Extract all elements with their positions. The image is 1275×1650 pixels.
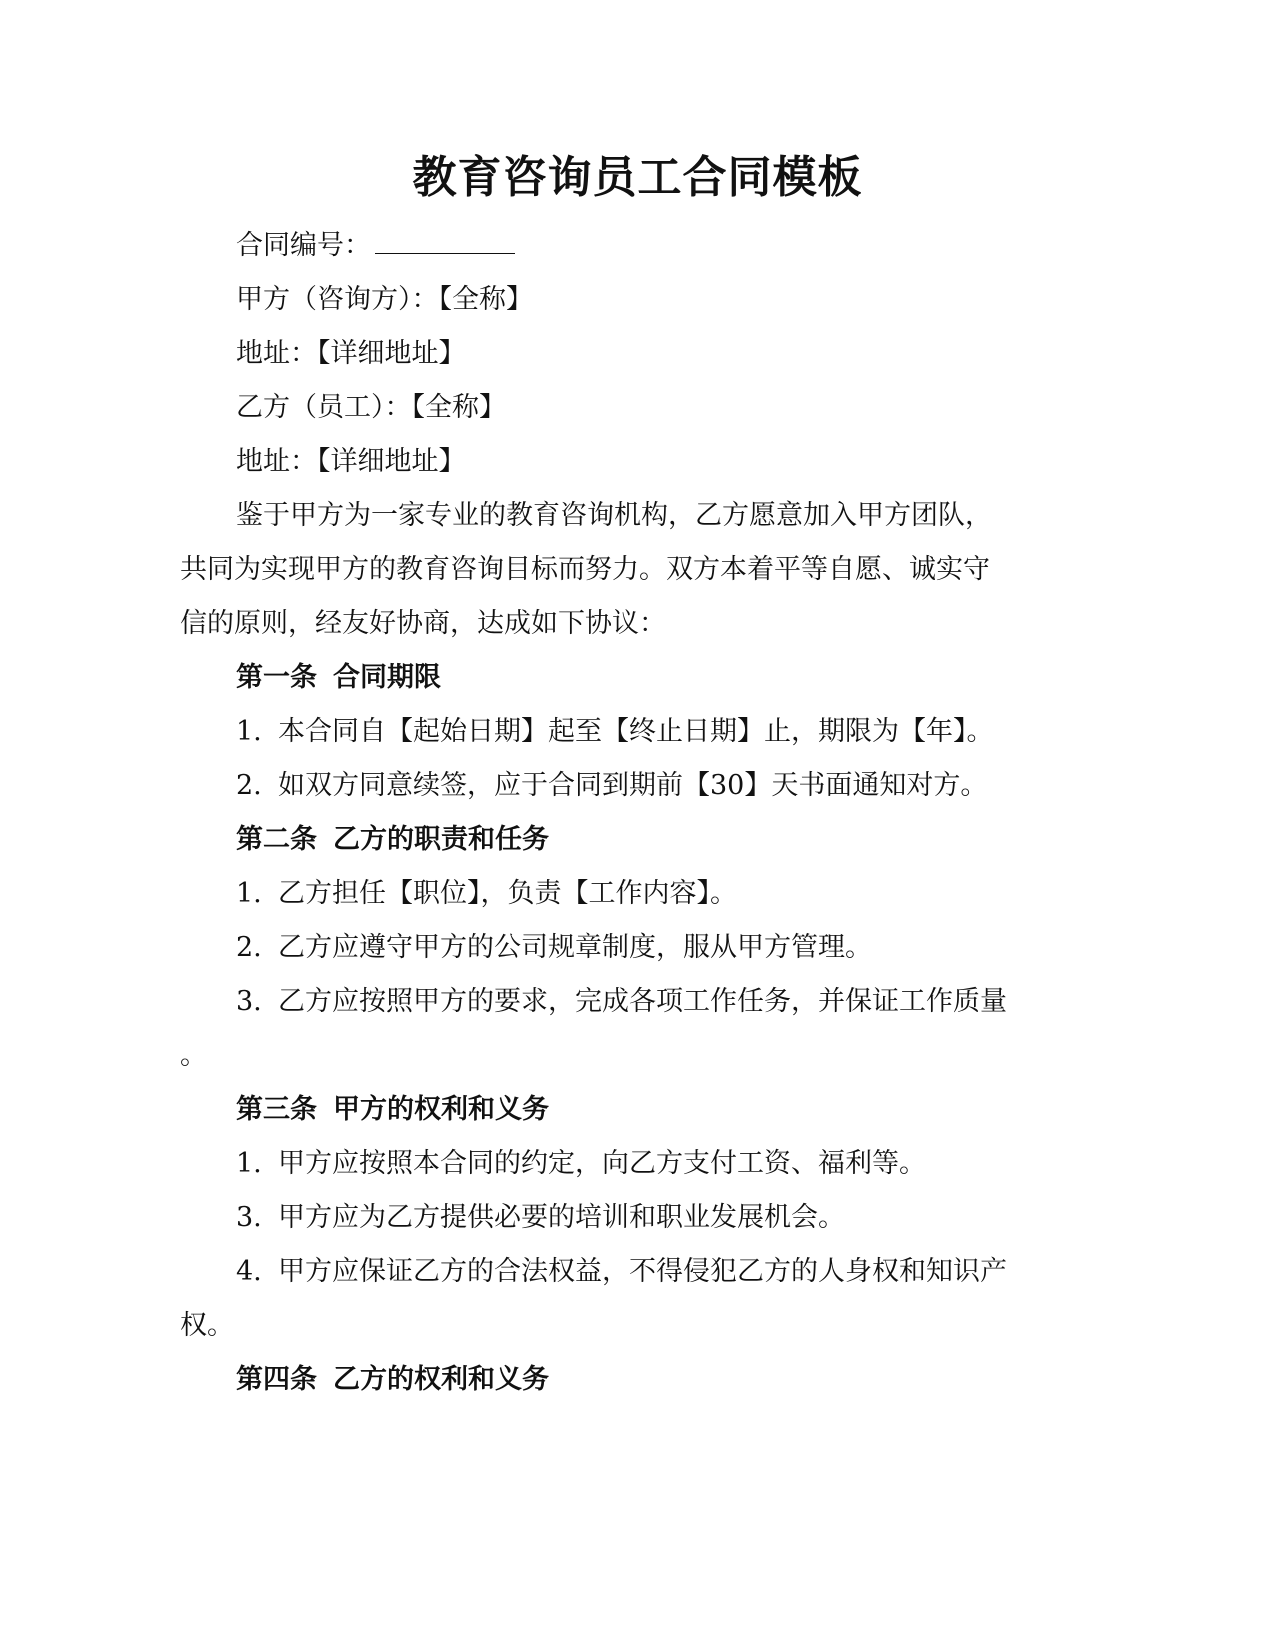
preamble-line: 共同为实现甲方的教育咨询目标而努力。双方本着平等自愿、诚实守 [180,554,990,585]
preamble-line: 鉴于甲方为一家专业的教育咨询机构，乙方愿意加入甲方团队， [236,500,992,531]
preamble-line: 信的原则，经友好协商，达成如下协议： [180,608,666,639]
contract-number-line [180,226,1116,266]
article-title: 合同期限 [333,662,441,693]
clause-line [180,874,1116,914]
party-a-address-line: 地址：【详细地址】 [236,338,466,369]
party-a-line: 甲方（咨询方）：【全称】 [236,284,533,315]
clause-line [180,766,1116,806]
clause-line [180,982,1116,1022]
clause-number: 1. [236,878,262,909]
clause-line [180,1252,1116,1292]
contract-number-label: 合同编号： [236,230,371,261]
article-number: 第四条 [236,1364,317,1395]
clause-line [180,712,1116,752]
clause-continuation: 权。 [180,1310,234,1341]
article-title: 乙方的权利和义务 [333,1364,549,1395]
article-number: 第二条 [236,824,317,855]
clause-text: 乙方应按照甲方的要求，完成各项工作任务，并保证工作质量 [278,986,1007,1017]
clause-line [180,1198,1116,1238]
article-number: 第一条 [236,662,317,693]
clause-continuation: 。 [180,1040,207,1071]
contract-number-blank [375,227,515,254]
clause-text: 甲方应保证乙方的合法权益，不得侵犯乙方的人身权和知识产 [278,1256,1007,1287]
article-heading [180,1360,1116,1400]
clause-text: 甲方应按照本合同的约定，向乙方支付工资、福利等。 [278,1148,926,1179]
document-title: 教育咨询员工合同模板 [412,152,863,203]
article-heading [180,820,1116,860]
article-heading [180,658,1116,698]
clause-text: 本合同自【起始日期】起至【终止日期】止，期限为【年】。 [278,716,994,747]
article-number: 第三条 [236,1094,317,1125]
clause-text: 乙方应遵守甲方的公司规章制度，服从甲方管理。 [278,932,872,963]
clause-number: 4. [236,1256,262,1287]
clause-text: 乙方担任【职位】，负责【工作内容】。 [278,878,737,909]
clause-number: 3. [236,986,262,1017]
party-b-line: 乙方（员工）：【全称】 [236,392,506,423]
clause-text: 甲方应为乙方提供必要的培训和职业发展机会。 [278,1202,845,1233]
clause-number: 1. [236,716,262,747]
clause-number: 2. [236,770,262,801]
article-title: 甲方的权利和义务 [333,1094,549,1125]
clause-line [180,928,1116,968]
article-heading [180,1090,1116,1130]
clause-number: 3. [236,1202,262,1233]
clause-text: 如双方同意续签，应于合同到期前【30】天书面通知对方。 [278,770,988,801]
party-b-address-line: 地址：【详细地址】 [236,446,466,477]
clause-number: 1. [236,1148,262,1179]
article-title: 乙方的职责和任务 [333,824,549,855]
clause-line [180,1144,1116,1184]
clause-number: 2. [236,932,262,963]
